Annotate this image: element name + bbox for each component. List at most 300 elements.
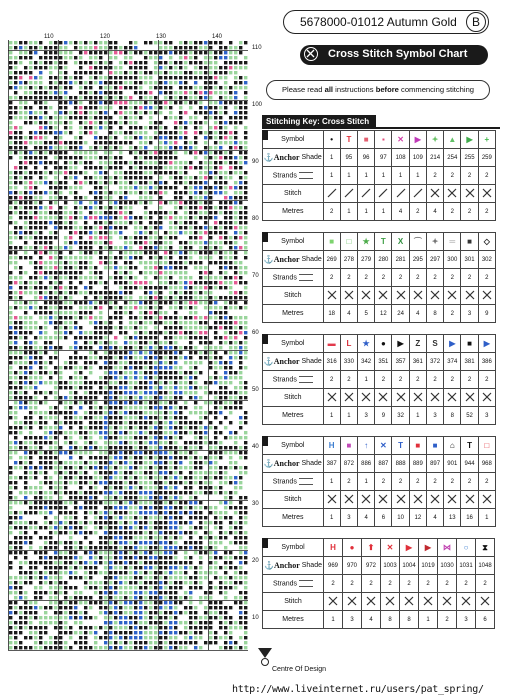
stitch-cell (199, 216, 202, 219)
stitch-cell (104, 221, 107, 224)
stitch-cell (154, 526, 157, 529)
stitch-cell (149, 161, 152, 164)
stitch-cell (129, 461, 132, 464)
stitch-cell (194, 526, 197, 529)
stitch-cell (39, 456, 42, 459)
stitch-cell (199, 96, 202, 99)
stitch-cell (219, 336, 222, 339)
stitch-cell (179, 221, 182, 224)
stitch-cell (44, 276, 47, 279)
stitch-cell (144, 246, 147, 249)
stitch-cell (214, 116, 217, 119)
stitch-cell (59, 121, 62, 124)
stitch-cell (179, 391, 182, 394)
stitch-cell (149, 546, 152, 549)
stitch-cell (189, 301, 192, 304)
stitch-cell (114, 486, 117, 489)
stitch-cell (24, 401, 27, 404)
stitch-cell (244, 336, 247, 339)
stitch-cell (119, 226, 122, 229)
stitch-cell (99, 276, 102, 279)
stitch-cell (239, 156, 242, 159)
stitch-cell (104, 456, 107, 459)
stitch-cell (119, 271, 122, 274)
stitch-cell (164, 561, 167, 564)
stitch-cell (194, 451, 197, 454)
stitch-cell (64, 226, 67, 229)
stitch-cell (94, 61, 97, 64)
stitch-cell (44, 461, 47, 464)
stitch-cell (214, 401, 217, 404)
stitch-cell (14, 536, 17, 539)
stitch-cell (219, 601, 222, 604)
stitch-cell (144, 196, 147, 199)
stitch-cell (59, 521, 62, 524)
stitch-cell (199, 581, 202, 584)
stitch-cell (44, 56, 47, 59)
stitch-cell (149, 391, 152, 394)
stitch-cell (89, 241, 92, 244)
stitch-cell (99, 626, 102, 629)
stitch-cell (89, 361, 92, 364)
stitch-cell (74, 476, 77, 479)
stitch-cell (49, 536, 52, 539)
stitch-cell (224, 136, 227, 139)
stitch-cell (119, 246, 122, 249)
stitch-cell (144, 606, 147, 609)
stitch-cell (49, 286, 52, 289)
stitch-cell (84, 231, 87, 234)
stitch-cell (39, 291, 42, 294)
stitch-cell (64, 431, 67, 434)
stitch-cell (129, 316, 132, 319)
stitch-cell (129, 471, 132, 474)
stitch-cell (219, 126, 222, 129)
stitch-cell (204, 571, 207, 574)
stitch-cell (219, 46, 222, 49)
stitch-cell (204, 346, 207, 349)
stitch-cell (99, 106, 102, 109)
stitch-cell (154, 56, 157, 59)
stitch-cell (224, 556, 227, 559)
stitch-cell (39, 81, 42, 84)
stitch-cell (179, 491, 182, 494)
stitch-cell (54, 636, 57, 639)
stitch-cell (219, 201, 222, 204)
stitch-cell (219, 396, 222, 399)
stitch-cell (139, 61, 142, 64)
stitch-cell (104, 291, 107, 294)
stitch-cell (119, 621, 122, 624)
stitch-cell (194, 371, 197, 374)
stitch-cell (174, 326, 177, 329)
stitch-cell (214, 411, 217, 414)
stitch-cell (104, 46, 107, 49)
stitch-cell (104, 236, 107, 239)
stitch-cell (174, 141, 177, 144)
stitch-cell (119, 181, 122, 184)
stitch-cell (14, 261, 17, 264)
stitch-cell (84, 451, 87, 454)
stitch-cell (124, 246, 127, 249)
stitch-cell (104, 171, 107, 174)
stitch-cell (139, 141, 142, 144)
stitch-cell (64, 41, 67, 44)
stitch-cell (144, 291, 147, 294)
stitch-cell (169, 491, 172, 494)
stitch-cell (119, 446, 122, 449)
stitch-cell (84, 471, 87, 474)
stitch-cell (144, 451, 147, 454)
stitch-cell (104, 191, 107, 194)
stitch-cell (134, 626, 137, 629)
stitch-cell (39, 46, 42, 49)
stitch-cell (129, 501, 132, 504)
stitch-cell (49, 561, 52, 564)
stitch-cell (144, 336, 147, 339)
stitch-cell (9, 186, 12, 189)
stitch-cell (184, 636, 187, 639)
stitch-cell (144, 426, 147, 429)
stitch-cell (94, 516, 97, 519)
stitch-cell (219, 616, 222, 619)
stitch-cell (214, 151, 217, 154)
stitch-cell (194, 426, 197, 429)
stitch-cell (24, 176, 27, 179)
stitch-cell (34, 291, 37, 294)
stitch-cell (154, 641, 157, 644)
stitch-cell (104, 616, 107, 619)
stitch-cell (244, 256, 247, 259)
stitch-cell (224, 266, 227, 269)
stitch-cell (174, 471, 177, 474)
stitch-cell (99, 321, 102, 324)
stitch-cell (199, 486, 202, 489)
stitch-cell (169, 371, 172, 374)
stitch-cell (179, 581, 182, 584)
stitch-cell (219, 621, 222, 624)
stitch-cell (74, 186, 77, 189)
stitch-cell (99, 346, 102, 349)
stitch-cell (54, 591, 57, 594)
stitch-cell (99, 446, 102, 449)
stitch-cell (174, 561, 177, 564)
stitch-cell (149, 136, 152, 139)
stitch-cell (139, 566, 142, 569)
stitch-cell (204, 481, 207, 484)
stitch-cell (64, 171, 67, 174)
stitch-cell (9, 646, 12, 649)
stitch-cell (149, 266, 152, 269)
stitch-cell (39, 311, 42, 314)
stitch-cell (119, 641, 122, 644)
stitch-cell (239, 166, 242, 169)
stitch-cell (59, 421, 62, 424)
stitch-cell (119, 211, 122, 214)
stitch-cell (89, 291, 92, 294)
stitch-cell (79, 476, 82, 479)
stitch-cell (19, 166, 22, 169)
stitch-cell (114, 216, 117, 219)
stitch-cell (119, 516, 122, 519)
stitch-cell (119, 586, 122, 589)
stitch-cell (34, 166, 37, 169)
stitch-cell (24, 106, 27, 109)
stitch-cell (214, 156, 217, 159)
stitch-cell (244, 471, 247, 474)
stitch-cell (34, 261, 37, 264)
stitch-cell (64, 466, 67, 469)
stitch-cell (29, 636, 32, 639)
stitch-cell (184, 126, 187, 129)
stitch-cell (84, 121, 87, 124)
stitch-cell (174, 281, 177, 284)
stitch-cell (184, 166, 187, 169)
stitch-cell (44, 211, 47, 214)
stitch-cell (149, 216, 152, 219)
stitch-cell (154, 346, 157, 349)
stitch-cell (9, 626, 12, 629)
stitch-cell (244, 616, 247, 619)
stitch-cell (64, 156, 67, 159)
stitch-cell (219, 131, 222, 134)
stitch-cell (159, 521, 162, 524)
stitch-cell (124, 641, 127, 644)
stitch-cell (49, 501, 52, 504)
stitch-cell (179, 86, 182, 89)
stitch-cell (214, 426, 217, 429)
stitch-cell (34, 391, 37, 394)
stitch-cell (179, 321, 182, 324)
stitch-cell (79, 256, 82, 259)
stitch-cell (64, 51, 67, 54)
stitch-cell (144, 226, 147, 229)
stitch-cell (39, 356, 42, 359)
stitch-cell (34, 311, 37, 314)
stitch-cell (79, 631, 82, 634)
stitch-cell (9, 336, 12, 339)
stitch-cell (139, 401, 142, 404)
stitch-cell (89, 396, 92, 399)
stitch-cell (204, 51, 207, 54)
stitch-cell (219, 491, 222, 494)
stitch-cell (179, 596, 182, 599)
stitch-cell (74, 541, 77, 544)
stitch-cell (174, 186, 177, 189)
stitch-cell (49, 321, 52, 324)
stitch-cell (234, 261, 237, 264)
stitch-cell (124, 266, 127, 269)
stitch-cell (19, 646, 22, 649)
stitch-cell (14, 231, 17, 234)
stitch-cell (119, 601, 122, 604)
stitch-cell (104, 111, 107, 114)
stitch-cell (214, 81, 217, 84)
stitch-cell (194, 46, 197, 49)
stitch-cell (139, 411, 142, 414)
stitch-cell (54, 131, 57, 134)
stitch-cell (59, 311, 62, 314)
stitch-cell (229, 96, 232, 99)
stitch-cell (139, 196, 142, 199)
stitch-cell (234, 201, 237, 204)
stitch-cell (94, 626, 97, 629)
stitch-cell (64, 121, 67, 124)
stitch-cell (214, 206, 217, 209)
stitch-cell (39, 101, 42, 104)
stitch-cell (204, 426, 207, 429)
stitch-cell (169, 256, 172, 259)
stitch-cell (89, 416, 92, 419)
stitch-cell (29, 576, 32, 579)
stitch-cell (49, 531, 52, 534)
stitch-cell (39, 206, 42, 209)
stitch-cell (24, 181, 27, 184)
stitch-cell (139, 376, 142, 379)
stitch-cell (219, 606, 222, 609)
stitch-cell (59, 611, 62, 614)
stitch-cell (109, 421, 112, 424)
stitch-cell (204, 356, 207, 359)
stitch-cell (39, 346, 42, 349)
stitch-cell (119, 321, 122, 324)
stitch-cell (159, 141, 162, 144)
stitch-cell (69, 286, 72, 289)
stitch-cell (109, 81, 112, 84)
stitch-cell (229, 146, 232, 149)
stitch-cell (199, 261, 202, 264)
stitch-cell (79, 326, 82, 329)
stitch-cell (124, 191, 127, 194)
stitch-cell (29, 131, 32, 134)
stitch-cell (189, 611, 192, 614)
stitch-cell (34, 346, 37, 349)
stitch-cell (234, 451, 237, 454)
stitch-cell (229, 221, 232, 224)
stitch-cell (174, 226, 177, 229)
stitch-cell (89, 321, 92, 324)
stitch-cell (99, 451, 102, 454)
stitch-cell (89, 521, 92, 524)
stitch-cell (174, 476, 177, 479)
stitch-cell (204, 191, 207, 194)
stitch-cell (239, 271, 242, 274)
stitch-cell (19, 596, 22, 599)
stitch-cell (109, 461, 112, 464)
stitch-cell (194, 566, 197, 569)
stitch-cell (214, 546, 217, 549)
stitch-cell (39, 331, 42, 334)
stitch-cell (224, 61, 227, 64)
stitch-cell (99, 546, 102, 549)
stitch-cell (209, 56, 212, 59)
stitch-cell (84, 291, 87, 294)
stitch-cell (29, 351, 32, 354)
stitch-cell (239, 261, 242, 264)
stitch-cell (64, 631, 67, 634)
stitch-cell (124, 296, 127, 299)
stitch-cell (234, 331, 237, 334)
stitch-cell (169, 161, 172, 164)
stitch-cell (54, 166, 57, 169)
stitch-cell (214, 461, 217, 464)
stitch-cell (179, 501, 182, 504)
stitch-cell (164, 536, 167, 539)
stitch-cell (79, 146, 82, 149)
stitch-cell (169, 576, 172, 579)
stitch-cell (124, 466, 127, 469)
stitch-cell (174, 416, 177, 419)
stitch-cell (39, 526, 42, 529)
stitch-cell (154, 441, 157, 444)
stitch-cell (69, 401, 72, 404)
stitch-cell (149, 356, 152, 359)
stitch-cell (104, 366, 107, 369)
stitch-cell (74, 141, 77, 144)
stitch-cell (214, 276, 217, 279)
stitch-cell (209, 491, 212, 494)
stitch-cell (244, 101, 247, 104)
stitch-cell (74, 471, 77, 474)
stitch-cell (14, 351, 17, 354)
stitch-cell (14, 596, 17, 599)
stitch-cell (224, 606, 227, 609)
stitch-cell (29, 51, 32, 54)
stitch-cell (89, 446, 92, 449)
stitch-cell (59, 561, 62, 564)
stitch-cell (209, 551, 212, 554)
stitch-cell (129, 186, 132, 189)
stitch-cell (104, 116, 107, 119)
stitch-cell (139, 596, 142, 599)
stitch-cell (214, 536, 217, 539)
stitch-cell (34, 51, 37, 54)
stitch-cell (139, 591, 142, 594)
stitch-cell (239, 596, 242, 599)
stitch-cell (219, 256, 222, 259)
stitch-cell (209, 226, 212, 229)
stitch-cell (34, 406, 37, 409)
stitch-cell (244, 151, 247, 154)
stitch-cell (159, 246, 162, 249)
stitch-cell (14, 441, 17, 444)
stitch-cell (14, 396, 17, 399)
stitch-cell (179, 571, 182, 574)
stitch-cell (164, 336, 167, 339)
stitch-cell (49, 51, 52, 54)
stitch-cell (204, 611, 207, 614)
stitch-cell (139, 86, 142, 89)
stitch-cell (64, 511, 67, 514)
stitch-cell (114, 551, 117, 554)
stitch-cell (149, 51, 152, 54)
stitch-cell (124, 631, 127, 634)
stitch-cell (169, 246, 172, 249)
stitch-cell (144, 161, 147, 164)
stitch-cell (119, 101, 122, 104)
stitch-cell (124, 511, 127, 514)
stitch-cell (219, 366, 222, 369)
stitch-cell (224, 636, 227, 639)
stitch-cell (154, 41, 157, 44)
stitch-cell (184, 576, 187, 579)
stitch-cell (59, 191, 62, 194)
stitch-cell (164, 236, 167, 239)
stitch-cell (89, 91, 92, 94)
stitch-cell (74, 76, 77, 79)
stitch-cell (34, 221, 37, 224)
stitch-cell (124, 301, 127, 304)
